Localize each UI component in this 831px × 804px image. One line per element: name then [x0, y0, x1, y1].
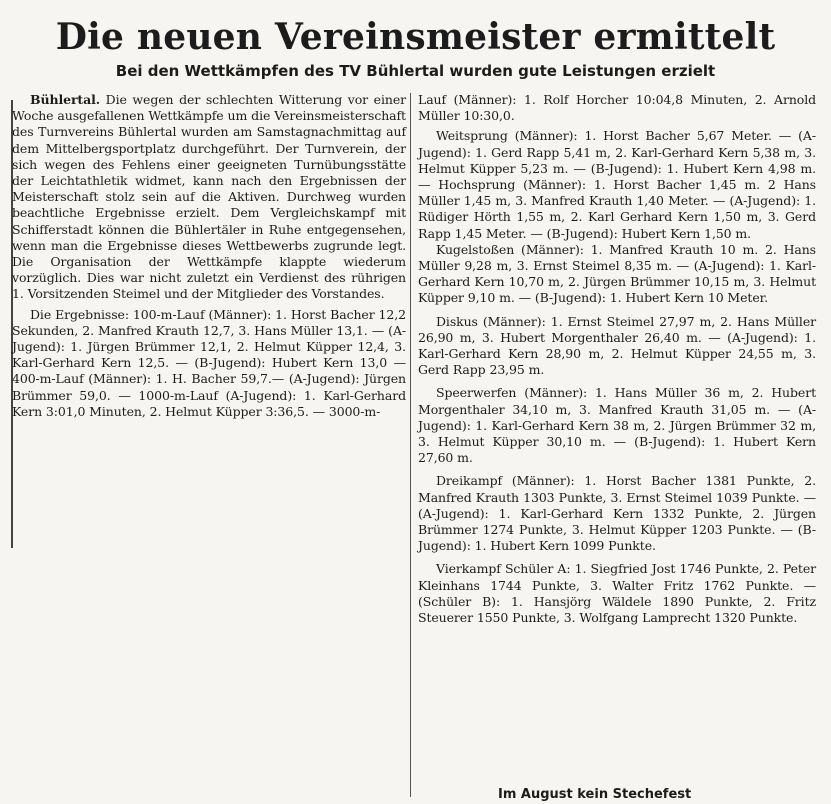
right-column [418, 92, 816, 626]
results-running-paragraph: Die Ergebnisse: 100-m-Lauf (Männer): 1. Horst Bacher 12,2 Sekunden, 2. Manfred Krauth 12,7, 3. Hans Müller 13,1. — (A-Jugend): 1. Jürgen Brümmer 12,1, 2. Helmut Küpper 12,4, 3. Karl-Gerhard Kern 12,5. — (B-Jugend): Hubert Kern 13,0 — 400-m-Lauf (Männer): 1. H. Bacher 59,7.— (A-Jugend): Jürgen Brümmer 59,0. — 1000-m-Lauf (A-Jugend): 1. Karl-Gerhard Kern 3:01,0 Minuten, 2. Helmut Küpper 3:36,5. — 3000-m- [12, 306, 406, 419]
next-article-headline: Im August kein Stechefest [498, 787, 692, 802]
shotput-paragraph: Kugelstoßen (Männer): 1. Manfred Krauth 10 m. 2. Hans Müller 9,28 m, 3. Ernst Steimel 8,35 m. — (A-Jugend): 1. Karl-Gerhard Kern 10,70 m, 2. Jürgen Brümmer 10,15 m, 3. Helmut Küpper 9,10 m. — (B-Jugend): 1. Hubert Kern 10 Meter. [418, 241, 816, 306]
column-divider [410, 93, 411, 797]
article-headline: Die neuen Vereinsmeister ermittelt [55, 16, 776, 58]
triathlon-paragraph: Dreikampf (Männer): 1. Horst Bacher 1381 Punkte, 2. Manfred Krauth 1303 Punkte, 3. Ernst Steimel 1039 Punkte. — (A-Jugend): 1. Karl-Gerhard Kern 1332 Punkte, 2. Jürgen Brümmer 1274 Punkte, 3. Helmut Küpper 1203 Punkte. — (B-Jugend): 1. Hubert Kern 1099 Punkte. [418, 473, 816, 554]
dateline: Bühlertal. [30, 92, 101, 107]
continuation-paragraph: Lauf (Männer): 1. Rolf Horcher 10:04,8 Minuten, 2. Arnold Müller 10:30,0. [418, 92, 816, 124]
intro-text: Die wegen der schlechten Witterung vor einer Woche ausgefallenen Wettkämpfe um die Vereinsmeisterschaft des Turnvereins Bühlertal wurden am Samstagnachmittag auf dem Mittelbergsportplatz durchgeführt. Der Turnverein, der sich wegen des Fehlens einer geeigneten Turnübungsstätte der Leichtathletik widmet, kann nach den Ergebnissen der Meisterschaft stolz sein auf die Aktiven. Durchweg wurden beachtliche Ergebnisse erzielt. Dem Vergleichskampf mit Schifferstadt können die Bühlertäler in Ruhe entgegensehen, wenn man die Ergebnisse dieses Wettbewerbs zugrunde legt. Die Organisation der Wettkämpfe klappte wiederum vorzüglich. Dies war nicht zuletzt ein Verdienst des rührigen 1. Vorsitzenden Steimel und der Mitglieder des Vorstandes. [12, 92, 406, 302]
quadrathlon-paragraph: Vierkampf Schüler A: 1. Siegfried Jost 1746 Punkte, 2. Peter Kleinhans 1744 Punkte, 3. Walter Fritz 1762 Punkte. — (Schüler B): 1. Hansjörg Wäldele 1890 Punkte, 2. Fritz Steuerer 1550 Punkte, 3. Wolfgang Lamprecht 1320 Punkte. [418, 561, 816, 626]
jumps-paragraph: Weitsprung (Männer): 1. Horst Bacher 5,67 Meter. — (A-Jugend): 1. Gerd Rapp 5,41 m, 2. Karl-Gerhard Kern 5,38 m, 3. Helmut Küpper 5,23 m. — (B-Jugend): 1. Hubert Kern 4,98 m. — Hochsprung (Männer): 1. Horst Bacher 1,45 m. 2 Hans Müller 1,45 m, 3. Manfred Krauth 1,40 Meter. — (A-Jugend): 1. Rüdiger Hörth 1,55 m, 2. Karl Gerhard Kern 1,50 m, 3. Gerd Rapp 1,45 Meter. — (B-Jugend): Hubert Kern 1,50 m. [418, 128, 816, 241]
javelin-paragraph: Speerwerfen (Männer): 1. Hans Müller 36 m, 2. Hubert Morgenthaler 34,10 m, 3. Manfred Krauth 31,05 m. — (A-Jugend): 1. Karl-Gerhard Kern 38 m, 2. Jürgen Brümmer 32 m, 3. Helmut Küpper 30,10 m. — (B-Jugend): 1. Hubert Kern 27,60 m. [418, 385, 816, 466]
article-subheadline: Bei den Wettkämpfen des TV Bühlertal wurden gute Leistungen erzielt [115, 62, 716, 80]
discus-paragraph: Diskus (Männer): 1. Ernst Steimel 27,97 m, 2. Hans Müller 26,90 m, 3. Hubert Morgenthaler 26,40 m. — (A-Jugend): 1. Karl-Gerhard Kern 28,90 m, 2. Helmut Küpper 24,55 m, 3. Gerd Rapp 23,95 m. [418, 313, 816, 378]
left-column [12, 92, 406, 420]
intro-paragraph [12, 92, 406, 303]
